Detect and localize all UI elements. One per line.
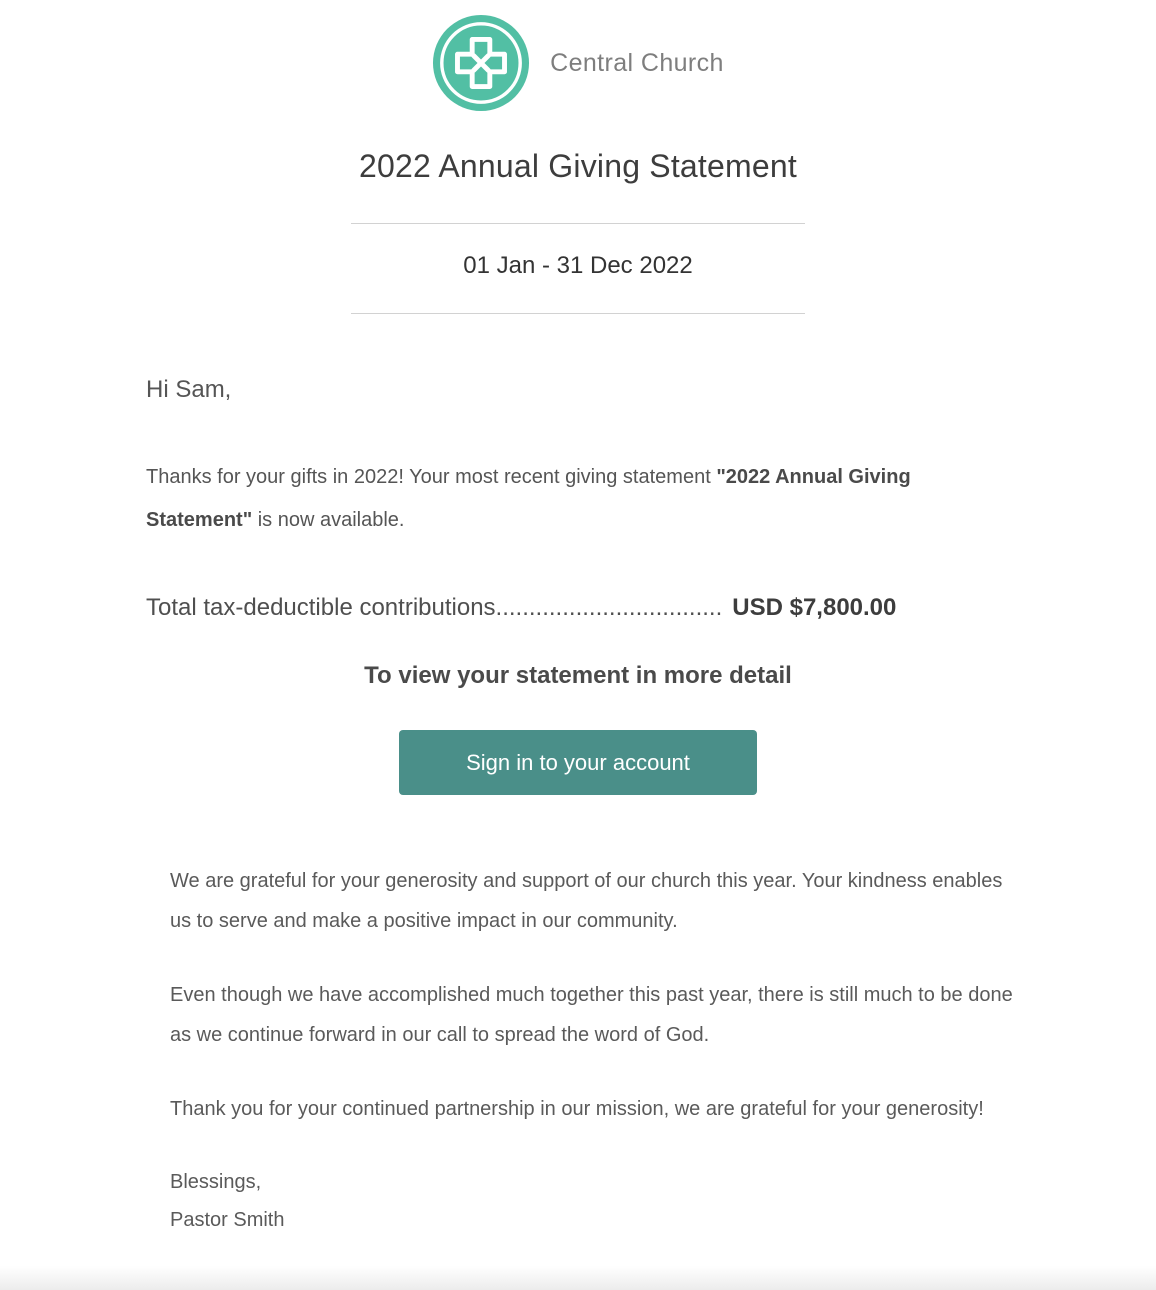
dot-leader: .................................. xyxy=(495,594,723,621)
page-bottom-fade xyxy=(0,1266,1156,1290)
signature-closing: Blessings, xyxy=(170,1171,262,1193)
brand-header xyxy=(0,0,1156,112)
statement-name-bold: "2022 Annual Giving Statement" xyxy=(146,466,911,531)
church-logo-icon xyxy=(432,14,530,112)
total-contributions-line xyxy=(146,594,1010,622)
sign-in-button[interactable]: Sign in to your account xyxy=(399,730,757,795)
closing-paragraph-3: Thank you for your continued partnership in our mission, we are grateful for your generosity! xyxy=(170,1098,984,1120)
closing-message-section xyxy=(170,861,1015,1239)
statement-summary-section xyxy=(146,376,1010,622)
cta-button-row xyxy=(0,730,1156,795)
intro-text-before: Thanks for your gifts in 2022! Your most recent giving statement xyxy=(146,466,717,488)
statement-period-section xyxy=(351,223,805,314)
page-title: 2022 Annual Giving Statement xyxy=(359,148,797,184)
signature-name: Pastor Smith xyxy=(170,1209,285,1231)
brand-name: Central Church xyxy=(550,48,724,77)
total-label: Total tax-deductible contributions xyxy=(146,594,496,621)
intro-paragraph xyxy=(146,456,1010,542)
intro-text-after: is now available. xyxy=(252,509,405,531)
divider-bottom xyxy=(351,313,805,314)
total-amount: USD $7,800.00 xyxy=(732,594,897,621)
statement-date-range: 01 Jan - 31 Dec 2022 xyxy=(463,252,693,279)
greeting: Hi Sam, xyxy=(146,376,232,403)
closing-paragraph-2: Even though we have accomplished much together this past year, there is still much to be done as we continue forward in our call to spread the word of God. xyxy=(170,984,1013,1046)
closing-paragraph-1: We are grateful for your generosity and support of our church this year. Your kindness enables us to serve and make a positive impact in our community. xyxy=(170,870,1003,932)
signature-block xyxy=(170,1163,1015,1239)
cta-heading: To view your statement in more detail xyxy=(364,662,792,689)
